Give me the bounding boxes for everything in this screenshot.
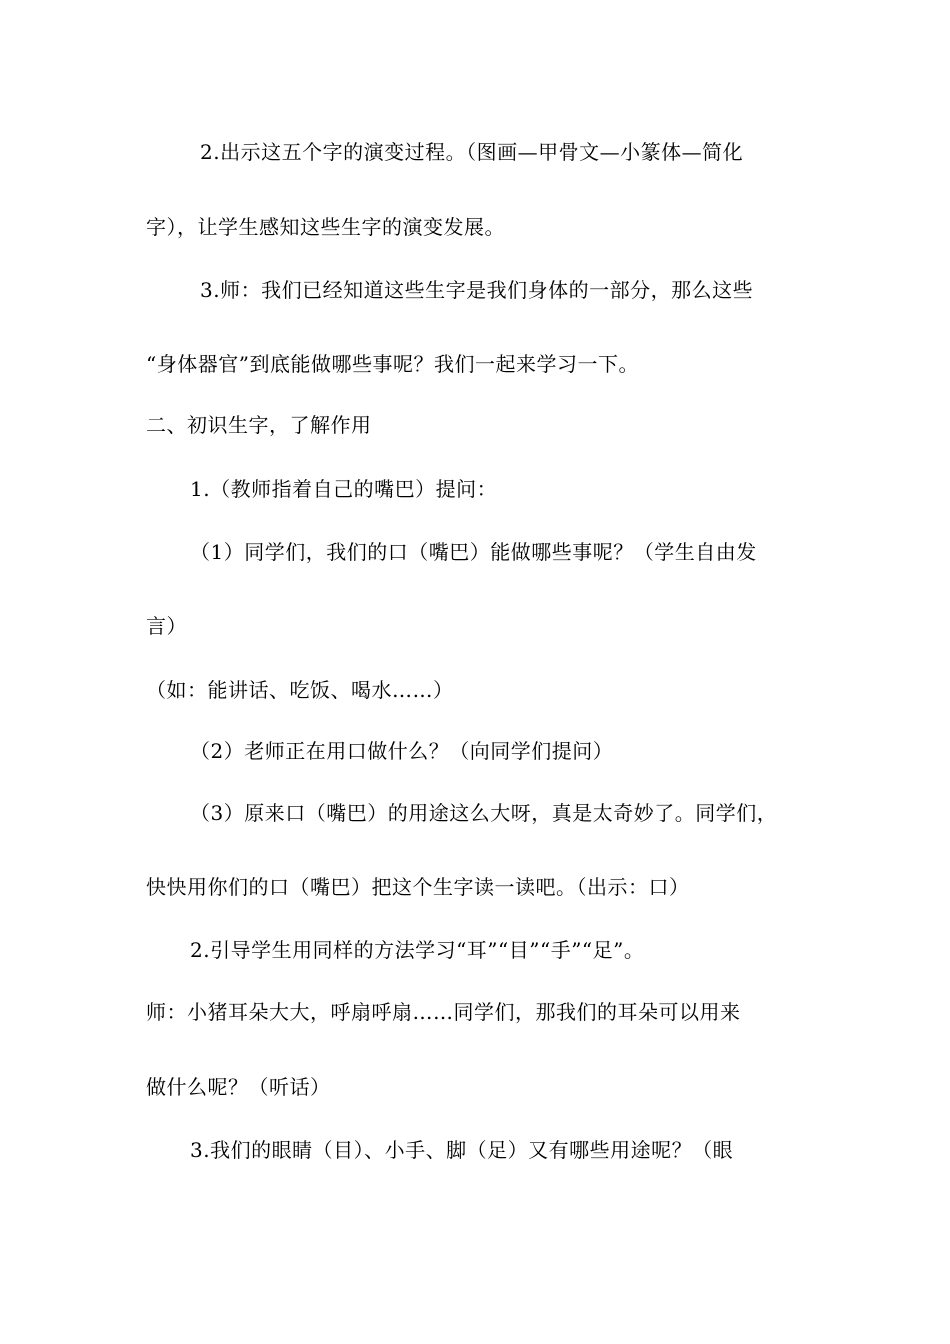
paragraph-line: （2）老师正在用口做什么？（向同学们提问） [190, 739, 614, 763]
paragraph-line: 1.（教师指着自己的嘴巴）提问： [190, 477, 498, 501]
paragraph-line: 做什么呢？（听话） [146, 1075, 331, 1099]
paragraph-line: 师：小猪耳朵大大，呼扇呼扇……同学们，那我们的耳朵可以用来 [146, 1000, 741, 1024]
paragraph-line: “身体器官”到底能做哪些事呢？我们一起来学习一下。 [146, 352, 639, 376]
section-heading: 二、初识生字，了解作用 [146, 413, 372, 437]
paragraph-line: 2.出示这五个字的演变过程。（图画—甲骨文—小篆体—简化 [200, 140, 744, 164]
paragraph-line: （3）原来口（嘴巴）的用途这么大呀，真是太奇妙了。同学们， [190, 801, 778, 825]
paragraph-line: 3.我们的眼睛（目）、小手、脚（足）又有哪些用途呢？（眼 [190, 1138, 734, 1162]
paragraph-line: 字），让学生感知这些生字的演变发展。 [146, 215, 505, 239]
paragraph-line: 快快用你们的口（嘴巴）把这个生字读一读吧。（出示：口） [146, 875, 690, 899]
paragraph-line: 3.师：我们已经知道这些生字是我们身体的一部分，那么这些 [200, 278, 754, 302]
paragraph-line: （如：能讲话、吃饭、喝水……） [146, 678, 454, 702]
paragraph-line: 言） [146, 614, 187, 638]
paragraph-line: 2.引导学生用同样的方法学习“耳”“目”“手”“足”。 [190, 938, 645, 962]
paragraph-line: （1）同学们，我们的口（嘴巴）能做哪些事呢？（学生自由发 [190, 540, 757, 564]
